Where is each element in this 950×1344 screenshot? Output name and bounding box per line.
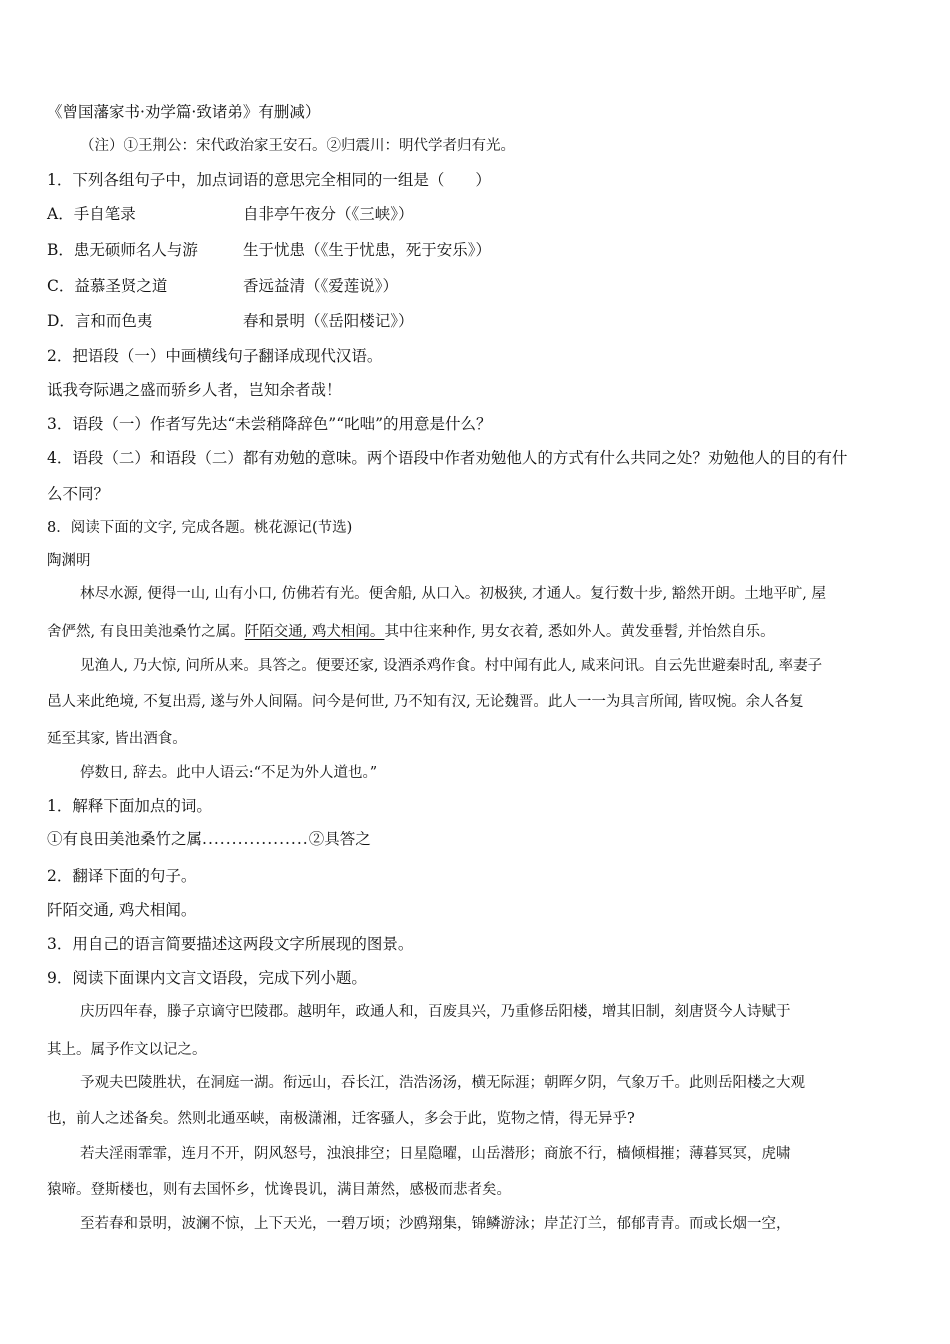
passage-p3: 停数日, 辞去。此中人语云:“不足为外人道也。” (80, 765, 378, 781)
question-4-line2: 么不同？ (47, 485, 110, 503)
passage-p2-line1: 见渔人, 乃大惊, 问所从来。具答之。便要还家, 设酒杀鸡作食。村中闻有此人, 咸来问讯。自云先世避秦时乱, 率妻子 (80, 658, 823, 674)
passage-p1-line2 (47, 622, 775, 642)
answer-blank[interactable]: .................. (202, 830, 309, 848)
question-1: 1．下列各组句子中，加点词语的意思完全相同的一组是（ ） (47, 171, 491, 189)
section-8-question-3: 3．用自己的语言简要描述这两段文字所展现的图景。 (47, 935, 414, 953)
option-a-left: A．手自笔录 (47, 205, 136, 223)
s9-p4-line1: 至若春和景明，波澜不惊，上下天光，一碧万顷；沙鸥翔集，锦鳞游泳；岸芷汀兰，郁郁青青。而或长烟一空， (80, 1216, 791, 1232)
option-c-right: 香远益清（《爱莲说》） (243, 277, 399, 295)
section-8-heading: 8．阅读下面的文字, 完成各题。桃花源记(节选) (47, 520, 353, 536)
section-8-question-2-sentence: 阡陌交通, 鸡犬相闻。 (47, 901, 197, 919)
passage-p1-line2-b: 其中往来种作, 男女衣着, 悉如外人。黄发垂髫, 并怡然自乐。 (384, 624, 775, 640)
q1-item-a: ①有良田美池桑竹之属 (47, 830, 203, 848)
section-8-question-1: 1．解释下面加点的词。 (47, 797, 212, 815)
s9-p1-line1: 庆历四年春，滕子京谪守巴陵郡。越明年，政通人和，百废具兴，乃重修岳阳楼，增其旧制，刻唐贤今人诗赋于 (80, 1004, 791, 1020)
underlined-sentence: 阡陌交通, 鸡犬相闻。 (244, 624, 385, 640)
option-b-left: B．患无硕师名人与游 (47, 241, 198, 259)
s9-p1-line2: 其上。属予作文以记之。 (47, 1042, 207, 1058)
option-d-left: D．言和而色夷 (47, 312, 153, 330)
s9-p3-line1: 若夫淫雨霏霏，连月不开，阴风怒号，浊浪排空；日星隐曜，山岳潜形；商旅不行，樯倾楫摧；薄暮冥冥，虎啸 (80, 1146, 791, 1162)
question-3: 3．语段（一）作者写先达“未尝稍降辞色”“叱咄”的用意是什么？ (47, 415, 492, 433)
option-c-left: C．益慕圣贤之道 (47, 277, 168, 295)
passage-p1-line2-a: 舍俨然, 有良田美池桑竹之属。 (47, 624, 245, 640)
section-9-heading: 9．阅读下面课内文言文语段，完成下列小题。 (47, 969, 367, 987)
question-4-line1: 4．语段（二）和语段（二）都有劝勉的意味。两个语段中作者劝勉他人的方式有什么共同之处？劝勉他人的目的有什 (47, 449, 848, 467)
passage-p2-line3: 延至其家, 皆出酒食。 (47, 731, 187, 747)
option-a-right: 自非亭午夜分（《三峡》） (243, 205, 414, 223)
author: 陶渊明 (47, 553, 91, 569)
s9-p2-line1: 予观夫巴陵胜状，在洞庭一湖。衔远山，吞长江，浩浩汤汤，横无际涯；朝晖夕阴，气象万千。此则岳阳楼之大观 (80, 1075, 805, 1091)
source-line: 《曾国藩家书·劝学篇·致诸弟》有删减） (47, 103, 321, 121)
option-d-right: 春和景明（《岳阳楼记》） (243, 312, 414, 330)
s9-p3-line2: 猿啼。登斯楼也，则有去国怀乡，忧谗畏讥，满目萧然，感极而悲者矣。 (47, 1182, 511, 1198)
option-b-right: 生于忧患（《生于忧患，死于安乐》） (243, 241, 492, 259)
section-8-question-2: 2．翻译下面的句子。 (47, 867, 197, 885)
annotation-note: （注）①王荆公：宋代政治家王安石。②归震川：明代学者归有光。 (80, 138, 515, 154)
q1-item-b: ②具答之 (308, 830, 371, 848)
question-2-sentence: 诋我夸际遇之盛而骄乡人者，岂知余者哉！ (47, 381, 342, 399)
question-2: 2．把语段（一）中画横线句子翻译成现代汉语。 (47, 347, 383, 365)
section-8-question-1-items (47, 829, 371, 849)
passage-p2-line2: 邑人来此绝境, 不复出焉, 遂与外人间隔。问今是何世, 乃不知有汉, 无论魏晋。此人一一为具言所闻, 皆叹惋。余人各复 (47, 694, 804, 710)
s9-p2-line2: 也，前人之述备矣。然则北通巫峡，南极潇湘，迁客骚人，多会于此，览物之情，得无异乎? (47, 1111, 635, 1127)
passage-p1-line1: 林尽水源, 便得一山, 山有小口, 仿佛若有光。便舍船, 从口入。初极狭, 才通人。复行数十步, 豁然开朗。土地平旷, 屋 (80, 586, 827, 602)
